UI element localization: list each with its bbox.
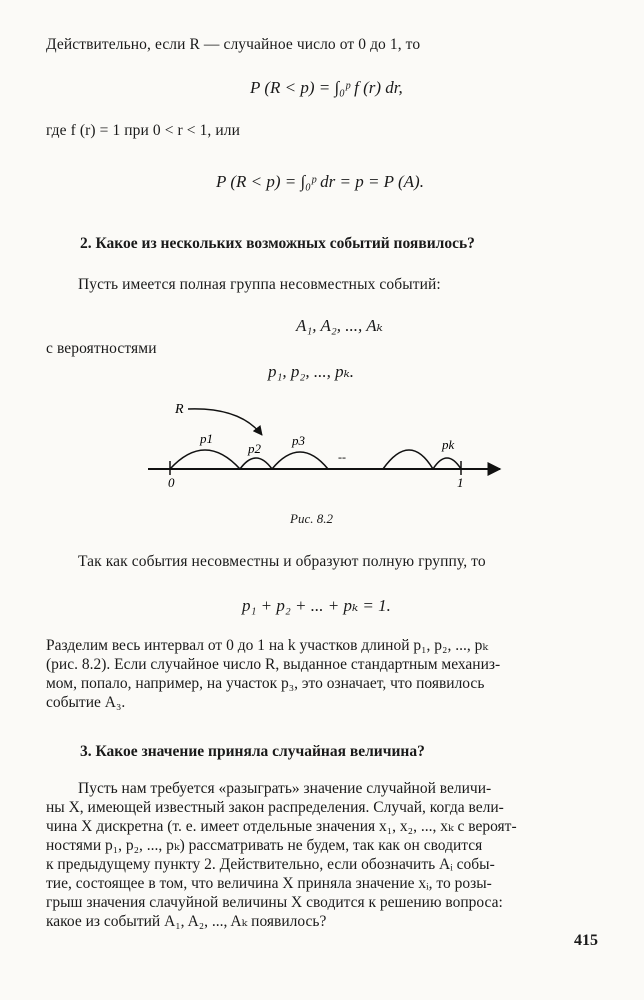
paragraph-line: (рис. 8.2). Если случайное число R, выданное стандартным механиз- [46,656,501,673]
events-list: A₁, A₂, ..., Aₖ [296,316,383,335]
since-text: Так как события несовместны и образуют полную группу, то [78,553,486,570]
section-3-heading: 3. Какое значение приняла случайная величина? [80,743,425,760]
where-condition-text: где f (r) = 1 при 0 < r < 1, или [46,122,240,139]
complete-group-text: Пусть имеется полная группа несовместных событий: [78,276,441,293]
page-number: 415 [574,932,598,949]
label-dashes: -- [338,450,346,464]
paragraph-line: тие, состоящее в том, что величина X приняла значение xᵢ, то розы- [46,875,492,892]
formula-probability-integral: P (R < p) = ∫₀ᵖ f (r) dr, [250,78,403,97]
divide-paragraph [46,636,600,712]
label-one: 1 [457,475,464,490]
paragraph-line: к предыдущему пункту 2. Действительно, если обозначить Aᵢ собы- [46,856,495,873]
with-probabilities-text: с вероятностями [46,340,157,357]
label-R: R [175,402,184,417]
paragraph-line: Пусть нам требуется «разыграть» значение случайной величи- [78,780,492,797]
label-p2: p2 [248,441,261,456]
label-p1: p1 [200,431,213,446]
section-2-heading: 2. Какое из нескольких возможных событий появилось? [80,235,475,252]
intro-text: Действительно, если R — случайное число от 0 до 1, то [46,36,421,53]
figure-8-2 [0,395,644,495]
label-zero: 0 [168,475,175,490]
sum-formula: p₁ + p₂ + ... + pₖ = 1. [242,596,391,615]
paragraph-line: ны X, имеющей известный закон распределения. Случай, когда вели- [46,799,504,816]
paragraph-line: какое из событий A₁, A₂, ..., Aₖ появилось? [46,913,327,930]
probabilities-list: p₁, p₂, ..., pₖ. [268,362,355,381]
section-3-paragraph [46,779,600,931]
paragraph-line: мом, попало, например, на участок p₃, это означает, что появилось [46,675,485,692]
paragraph-line: ностями p₁, p₂, ..., pₖ) рассматривать не будем, так как он сводится [46,837,483,854]
paragraph-line: чина X дискретна (т. е. имеет отдельные значения x₁, x₂, ..., xₖ с вероят- [46,818,517,835]
label-p3: p3 [292,433,305,448]
label-pk: pk [442,437,455,452]
formula-probability-result: P (R < p) = ∫₀ᵖ dr = p = P (A). [216,172,424,191]
paragraph-line: грыш значения слачуйной величины X сводится к решению вопроса: [46,894,503,911]
figure-caption: Рис. 8.2 [290,511,333,526]
paragraph-line: Разделим весь интервал от 0 до 1 на k участков длиной p₁, p₂, ..., pₖ [46,637,488,654]
paragraph-line: событие A₃. [46,694,126,711]
